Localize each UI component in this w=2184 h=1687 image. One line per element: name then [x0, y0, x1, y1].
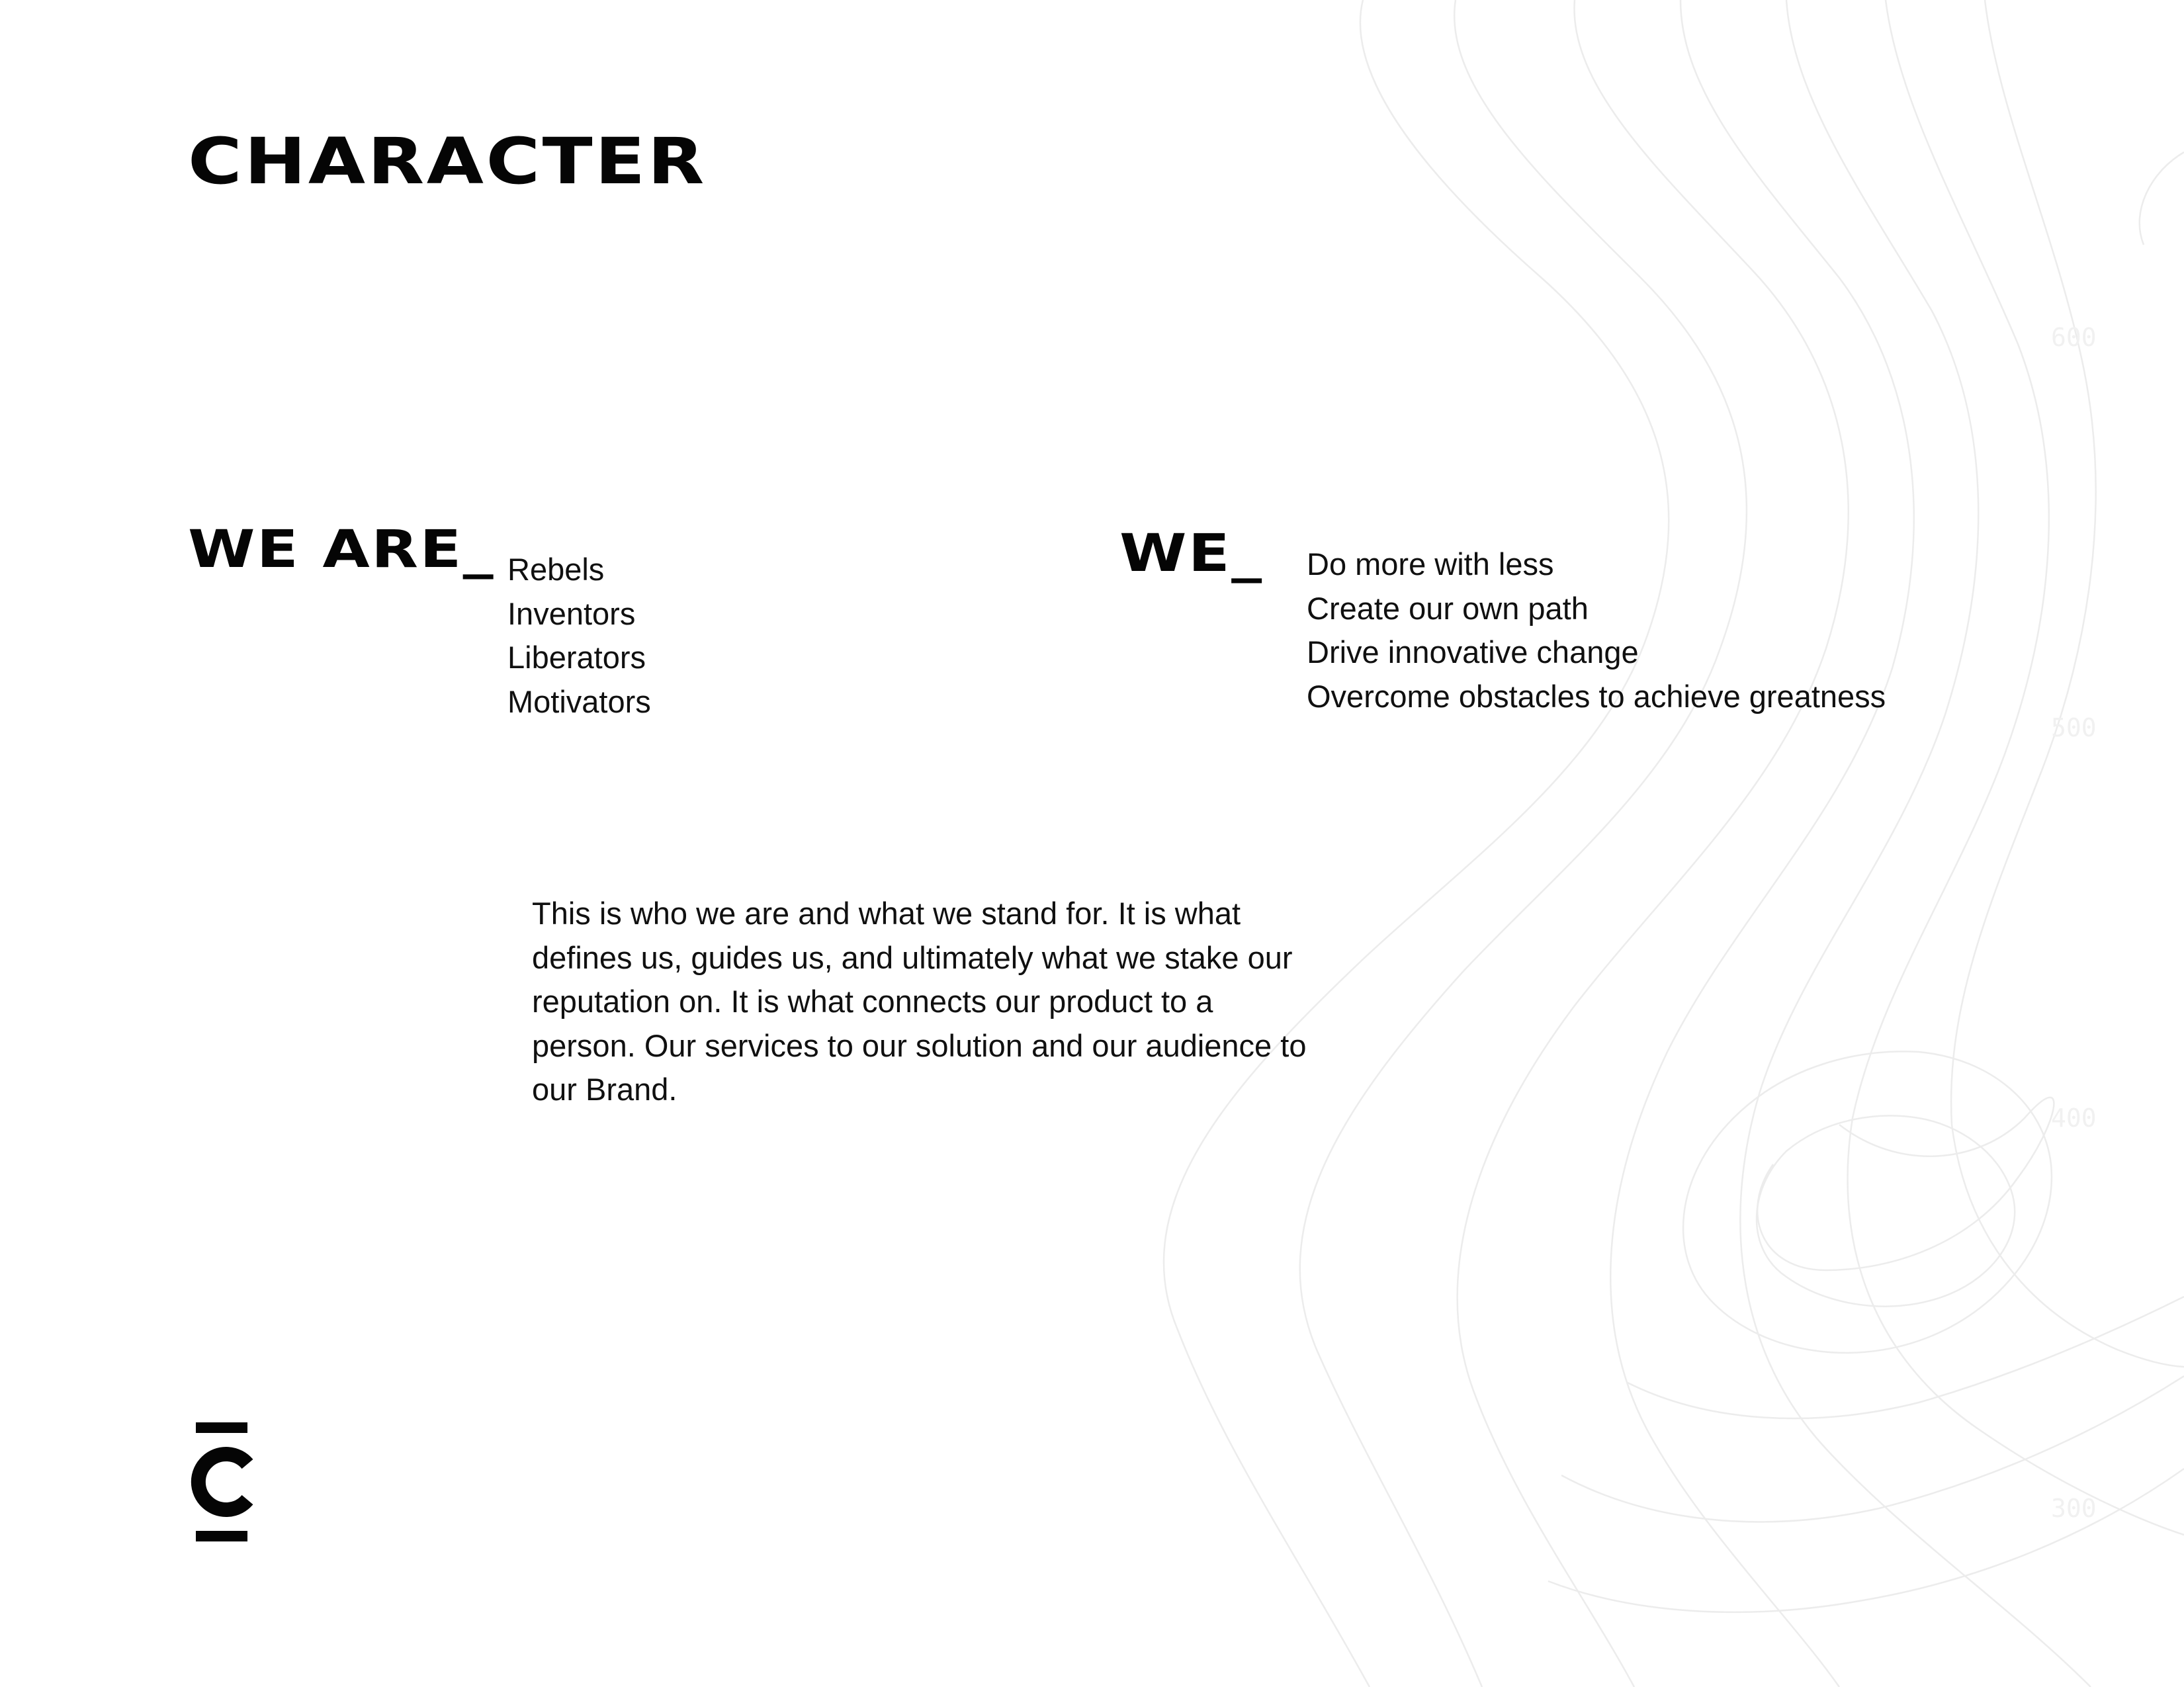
- c-monogram-icon: [188, 1422, 254, 1541]
- page-title: CHARACTER: [188, 124, 707, 198]
- contour-label-300: 300: [2051, 1494, 2097, 1523]
- we-are-heading: WE ARE_: [188, 520, 495, 580]
- list-item: Rebels: [507, 552, 605, 587]
- we-list: [1307, 542, 1886, 718]
- list-item: Motivators: [507, 683, 651, 719]
- contour-label-500: 500: [2051, 713, 2097, 742]
- contour-label-600: 600: [2051, 323, 2097, 352]
- list-item: Do more with less: [1307, 546, 1554, 582]
- list-item: Inventors: [507, 595, 636, 631]
- body-paragraph: This is who we are and what we stand for. It is what defines us, guides us, and ultimately what we stake our reputation on. It is what connects our product to a person. Our services to our solution and our audience to our Brand.: [532, 896, 1307, 1107]
- we-are-list: [507, 548, 651, 724]
- list-item: Create our own path: [1307, 590, 1589, 626]
- contour-label-400: 400: [2051, 1103, 2097, 1133]
- list-item: Drive innovative change: [1307, 634, 1639, 670]
- list-item: Overcome obstacles to achieve greatness: [1307, 678, 1886, 714]
- list-item: Liberators: [507, 640, 646, 675]
- we-heading: WE_: [1119, 524, 1264, 584]
